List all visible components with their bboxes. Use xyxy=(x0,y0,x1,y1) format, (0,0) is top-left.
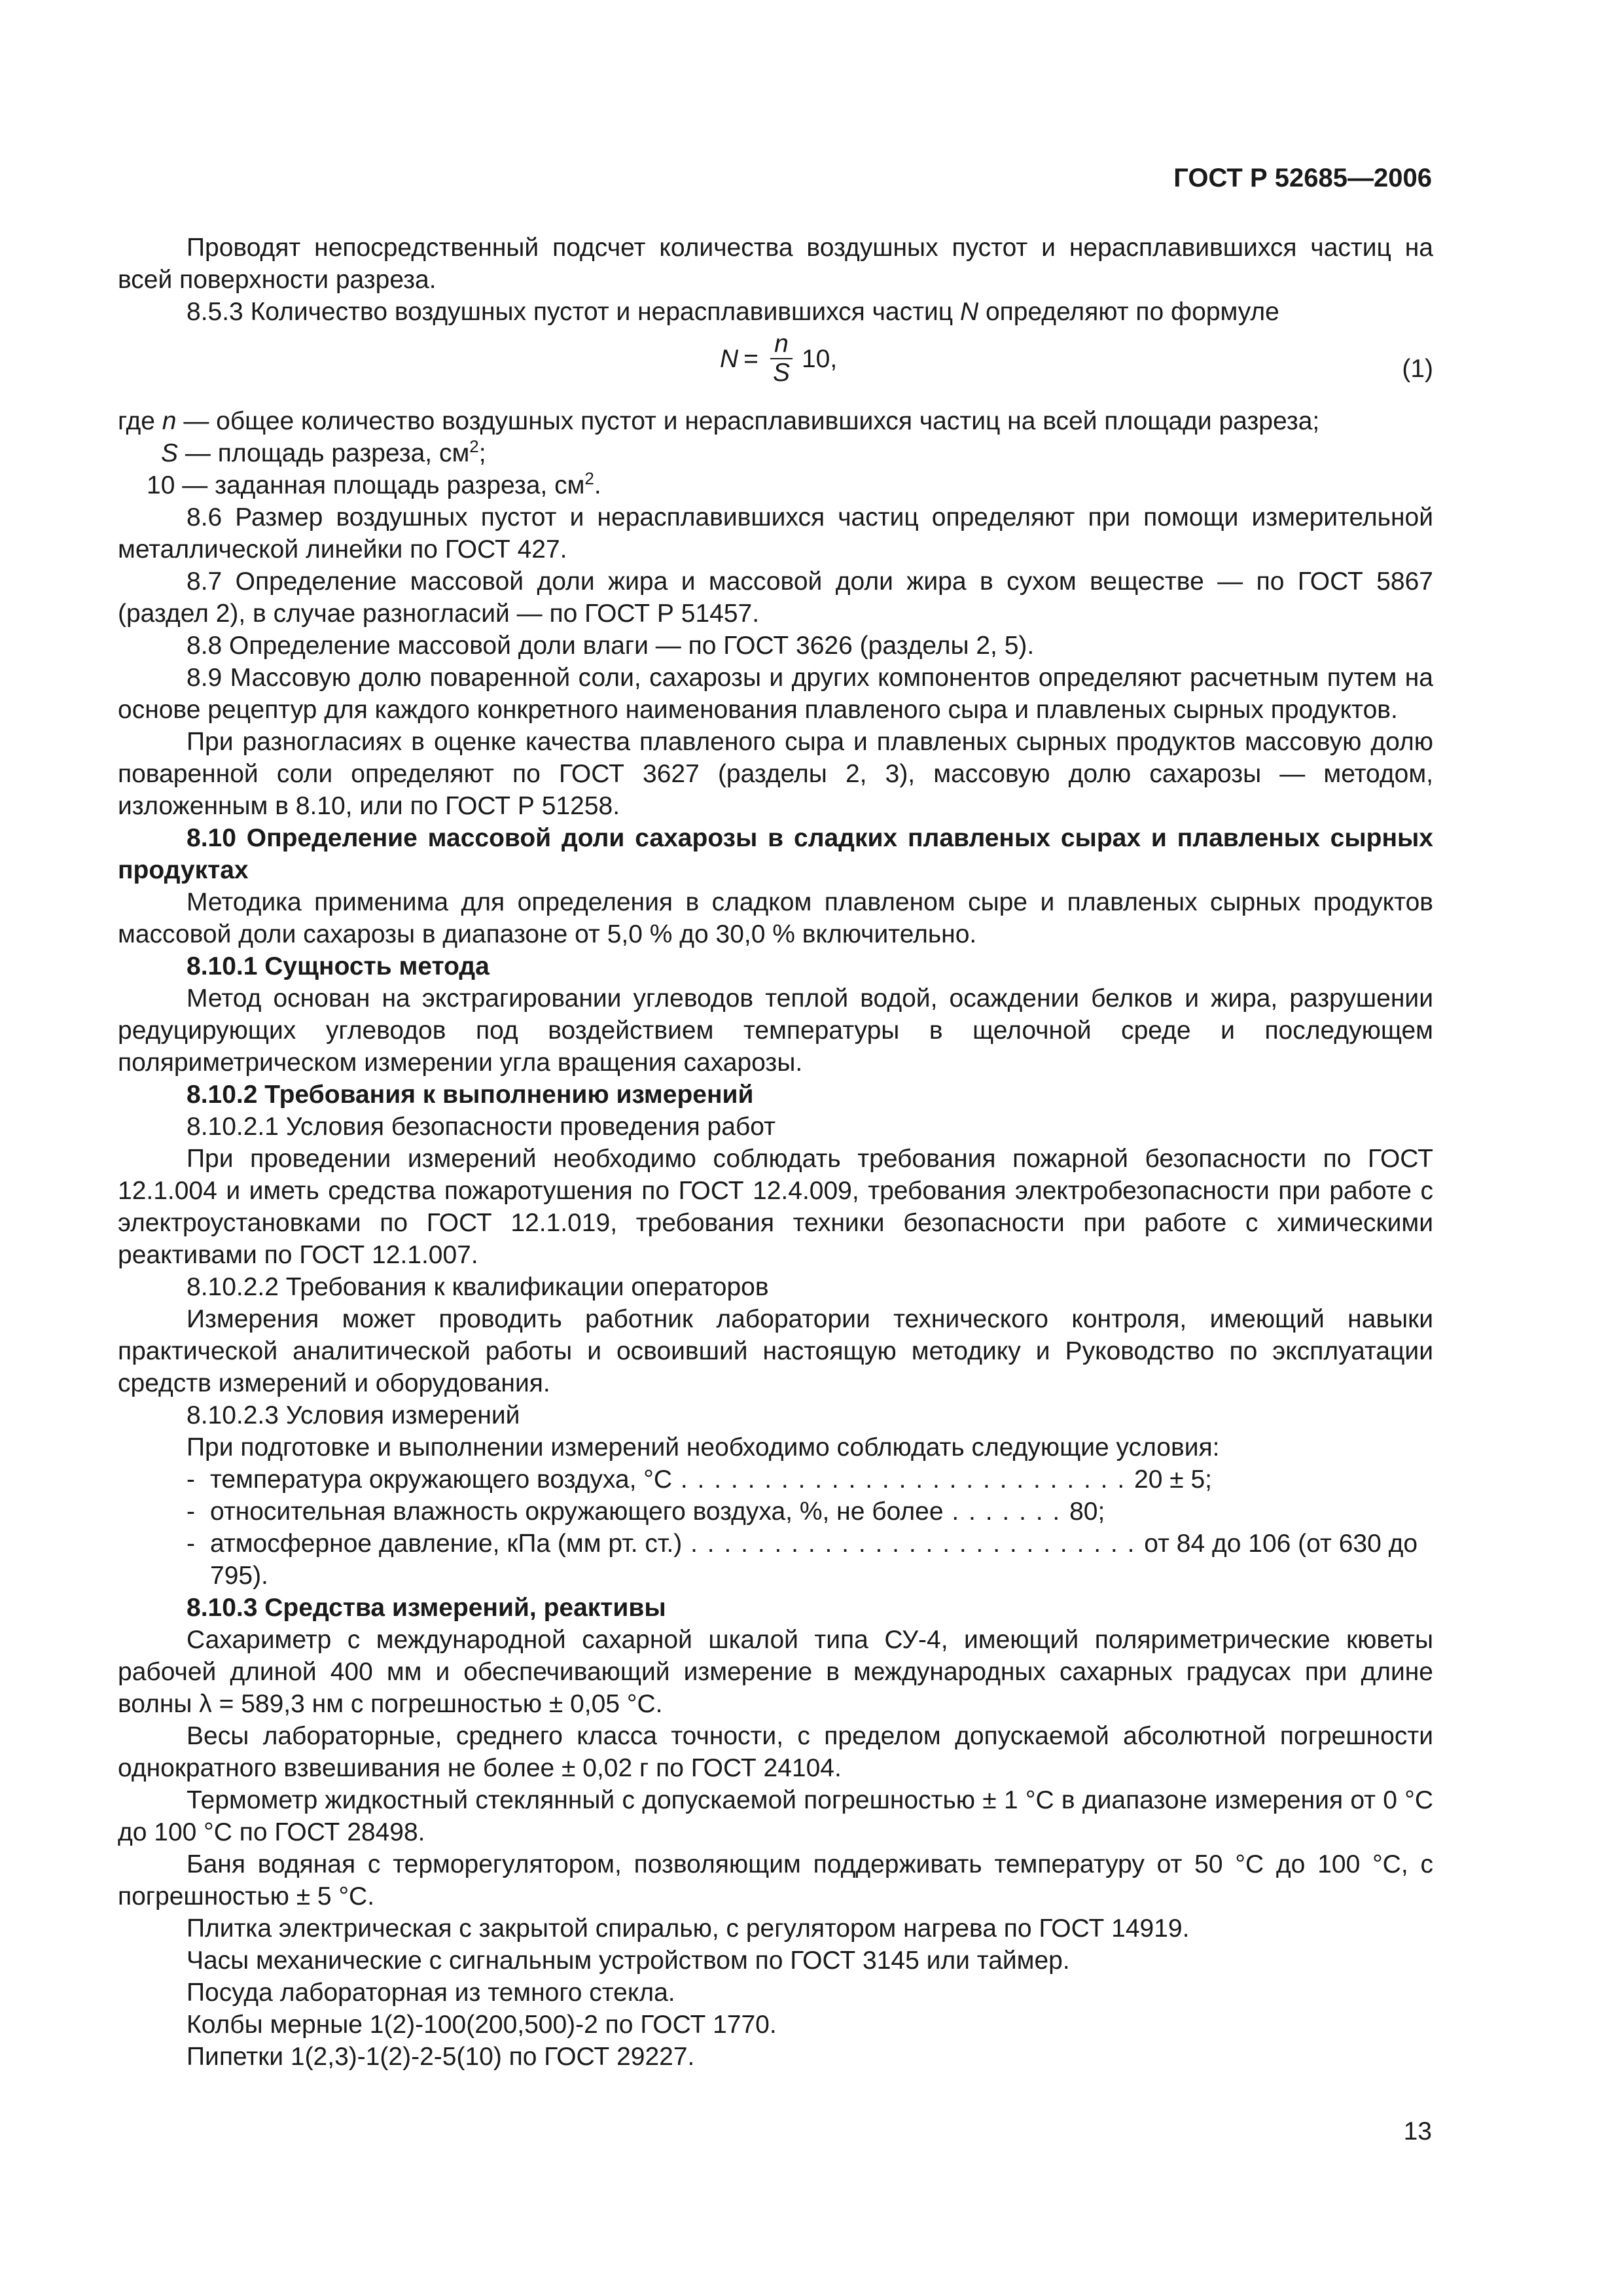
paragraph-qualification: Измерения может проводить работник лаборатории технического контроля, имеющий навыки практической аналитической работы и освоивший настоящую методику и Руководство по эксплуатации средств измерений и оборудования. xyxy=(118,1305,1433,1397)
paragraph-water-bath: Баня водяная с терморегулятором, позволяющим поддерживать температуру от 50 °С до 100 °С, с погрешностью ± 5 °С. xyxy=(118,1850,1433,1910)
legend-s-text: — площадь разреза, см xyxy=(185,439,470,467)
paragraph-8-5-3 xyxy=(118,296,1433,328)
condition-leader: . . . . . . . . . . . . . . . . . . . . . . . . . . . xyxy=(672,1465,1134,1494)
formula-numerator: n xyxy=(774,330,789,358)
legend-n-text: — общее количество воздушных пустот и нерасплавившихся частиц на всей площади разреза; xyxy=(183,407,1320,435)
formula-block xyxy=(118,328,1433,405)
subheading-8-10-2-3: 8.10.2.3 Условия измерений xyxy=(187,1401,520,1429)
paragraph-count-intro: Проводят непосредственный подсчет количества воздушных пустот и нерасплавившихся частиц на всей поверхности разреза. xyxy=(118,234,1433,294)
formula-denominator: S xyxy=(770,358,793,387)
paragraph-8-7: 8.7 Определение массовой доли жира и массовой доли жира в сухом веществе — по ГОСТ 5867 (раздел 2), в случае разногласий — по ГОСТ Р 51457. xyxy=(118,567,1433,628)
condition-label: относительная влажность окружающего воздуха, %, не более xyxy=(210,1498,944,1526)
formula-1 xyxy=(720,331,837,387)
condition-label: температура окружающего воздуха, °С xyxy=(210,1465,673,1494)
legend-var-10: 10 xyxy=(147,471,175,499)
condition-item: - относительная влажность окружающего воздуха, %, не более . . . . . . . 80; xyxy=(187,1498,1105,1526)
paragraph-scales: Весы лабораторные, среднего класса точности, с пределом допускаемой абсолютной погрешности однократного взвешивания не более ± 0,02 г по ГОСТ 24104. xyxy=(118,1722,1433,1782)
legend-var-s: S xyxy=(161,439,179,467)
paragraph-8-8: 8.8 Определение массовой доли влаги — по ГОСТ 3626 (разделы 2, 5). xyxy=(187,632,1035,660)
subheading-8-10-2-2: 8.10.2.2 Требования к квалификации операторов xyxy=(187,1273,769,1301)
paragraph-8-9: 8.9 Массовую долю поваренной соли, сахарозы и других компонентов определяют расчетным путем на основе рецептур для каждого конкретного наименования плавленого сыра и плавленых сырных продуктов. xyxy=(118,664,1433,724)
paragraph-safety: При проведении измерений необходимо соблюдать требования пожарной безопасности по ГОСТ 12.1.004 и иметь средства пожаротушения по ГОСТ 12.4.009, требования электробезопасности при работе с электроустановками по ГОСТ 12.1.019, требования техники безопасности при работе с химическими реактивами по ГОСТ 12.1.007. xyxy=(118,1145,1433,1269)
legend-s-end: ; xyxy=(478,439,486,467)
subheading-8-10-2-1: 8.10.2.1 Условия безопасности проведения работ xyxy=(187,1113,776,1141)
heading-8-10-1: 8.10.1 Сущность метода xyxy=(187,952,490,980)
legend-n xyxy=(118,405,1433,437)
legend-s xyxy=(118,437,1433,469)
paragraph-clock: Часы механические с сигнальным устройством по ГОСТ 3145 или таймер. xyxy=(187,1946,1070,1975)
document-body xyxy=(118,232,1433,2073)
paragraph-conditions-intro: При подготовке и выполнении измерений необходимо соблюдать следующие условия: xyxy=(187,1433,1220,1462)
legend-10-end: . xyxy=(594,471,601,499)
heading-8-10: 8.10 Определение массовой доли сахарозы в сладких плавленых сырах и плавленых сырных продуктах xyxy=(118,824,1433,884)
standard-designation: ГОСТ Р 52685—2006 xyxy=(1173,164,1432,192)
formula-number: (1) xyxy=(1402,355,1433,383)
condition-value: 20 ± 5; xyxy=(1134,1465,1212,1494)
paragraph-8-6: 8.6 Размер воздушных пустот и нерасплавившихся частиц определяют при помощи измерительной металлической линейки по ГОСТ 427. xyxy=(118,503,1433,564)
paragraph-disagreement: При разногласиях в оценке качества плавленого сыра и плавленых сырных продуктов массовую долю поваренной соли определяют по ГОСТ 3627 (разделы 2, 3), массовую долю сахарозы — методом, изложенным в 8.10, или по ГОСТ Р 51258. xyxy=(118,728,1433,820)
legend-10-text: — заданная площадь разреза, см xyxy=(182,471,585,499)
paragraph-pipettes: Пипетки 1(2,3)-1(2)-2-5(10) по ГОСТ 29227. xyxy=(187,2043,695,2071)
heading-8-10-2: 8.10.2 Требования к выполнению измерений xyxy=(187,1081,754,1109)
legend-10 xyxy=(118,469,1433,501)
paragraph-8-5-3-text: 8.5.3 Количество воздушных пустот и нерасплавившихся частиц xyxy=(187,298,954,326)
paragraph-8-5-3-tail: определяют по формуле xyxy=(985,298,1279,326)
legend-s-sup: 2 xyxy=(469,437,479,456)
paragraph-saccharimeter: Сахариметр с международной сахарной шкалой типа СУ-4, имеющий поляриметрические кюветы рабочей длиной 400 мм и обеспечивающий измерение в международных сахарных градусах при длине волны λ = 589,3 нм с погрешностью ± 0,05 °С. xyxy=(118,1626,1433,1718)
conditions-list xyxy=(118,1463,1433,1592)
paragraph-stove: Плитка электрическая с закрытой спиралью, с регулятором нагрева по ГОСТ 14919. xyxy=(187,1914,1190,1943)
legend-prefix: где xyxy=(118,407,155,435)
formula-fraction xyxy=(770,331,793,387)
paragraph-method-scope: Методика применима для определения в сладком плавленом сыре и плавленых сырных продуктов массовой доли сахарозы в диапазоне от 5,0 % до 30,0 % включительно. xyxy=(118,888,1433,948)
formula-equals: = xyxy=(743,344,758,373)
paragraph-glassware: Посуда лабораторная из темного стекла. xyxy=(187,1979,675,2007)
condition-item: - атмосферное давление, кПа (мм рт. ст.) . . . . . . . . . . . . . . . . . . . . . . . . . . . от 84 до 106 (от 630 до 795). xyxy=(187,1530,1418,1590)
legend-var-n: n xyxy=(162,407,177,435)
page-number: 13 xyxy=(1403,2117,1432,2145)
condition-leader: . . . . . . . xyxy=(943,1498,1070,1526)
formula-lhs: N xyxy=(720,344,739,373)
formula-rhs: 10, xyxy=(801,344,838,373)
formula-legend xyxy=(118,405,1433,501)
condition-leader: . . . . . . . . . . . . . . . . . . . . . . . . . . . xyxy=(682,1530,1145,1558)
paragraph-thermometer: Термометр жидкостный стеклянный с допускаемой погрешностью ± 1 °С в диапазоне измерения от 0 °С до 100 °С по ГОСТ 28498. xyxy=(118,1786,1433,1846)
condition-item: - температура окружающего воздуха, °С . . . . . . . . . . . . . . . . . . . . . . . . . . . 20 ± 5; xyxy=(187,1465,1212,1494)
condition-value: 80; xyxy=(1069,1498,1105,1526)
formula-variable-n-upper: N xyxy=(959,298,979,326)
condition-value: от 84 до 106 (от 630 до 795). xyxy=(210,1530,1418,1590)
condition-label: атмосферное давление, кПа (мм рт. ст.) xyxy=(210,1530,683,1558)
legend-10-sup: 2 xyxy=(584,469,594,488)
heading-8-10-3: 8.10.3 Средства измерений, реактивы xyxy=(187,1594,666,1622)
paragraph-essence: Метод основан на экстрагировании углеводов теплой водой, осаждении белков и жира, разрушении редуцирующих углеводов под воздействием температуры в щелочной среде и последующем поляриметрическом измерении угла вращения сахарозы. xyxy=(118,984,1433,1077)
paragraph-flasks: Колбы мерные 1(2)-100(200,500)-2 по ГОСТ 1770. xyxy=(187,2011,777,2039)
